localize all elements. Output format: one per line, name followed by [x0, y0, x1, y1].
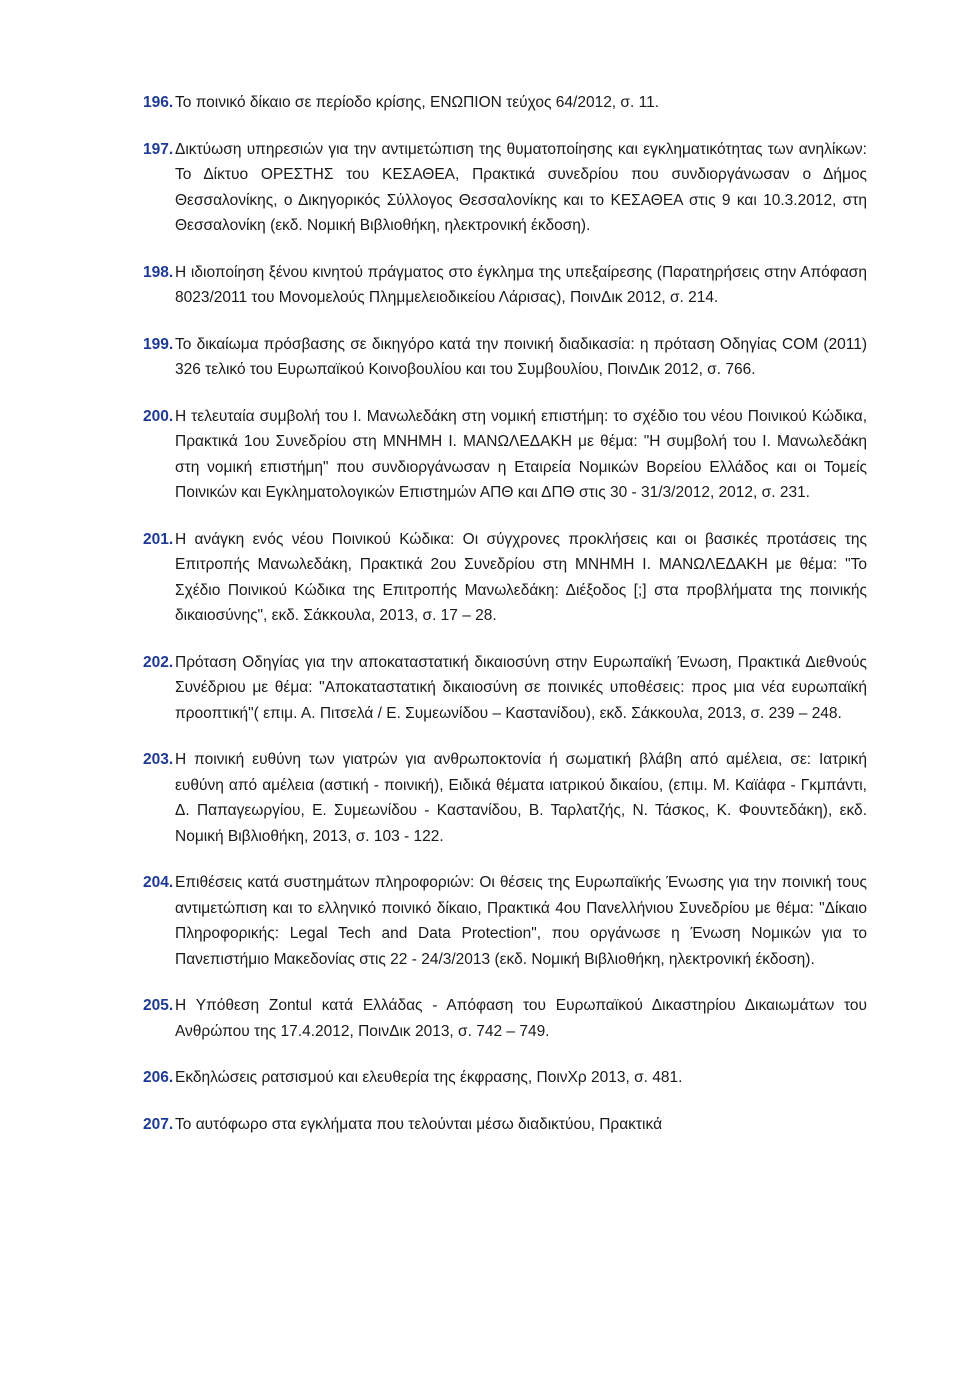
entry-number: 202. — [143, 653, 174, 671]
entry-text: Το ποινικό δίκαιο σε περίοδο κρίσης, ΕΝΩΠΙΟΝ τεύχος 64/2012, σ. 11. — [175, 94, 659, 111]
list-item — [143, 137, 867, 239]
list-item — [143, 1112, 867, 1138]
entry-number: 207. — [143, 1115, 174, 1133]
entry-text: Το δικαίωμα πρόσβασης σε δικηγόρο κατά την ποινική διαδικασία: η πρόταση Οδηγίας COM (2011) 326 τελικό του Ευρωπαϊκού Κοινοβουλίου και του Συμβουλίου, ΠοινΔικ 2012, σ. 766. — [175, 335, 867, 378]
bibliography-list — [143, 90, 867, 1158]
entry-number: 205. — [143, 997, 174, 1014]
list-item — [143, 1065, 867, 1091]
entry-text: Η Υπόθεση Zontul κατά Ελλάδας - Απόφαση του Ευρωπαϊκού Δικαστηρίου Δικαιωμάτων του Ανθρώπου της 17.4.2012, ΠοινΔικ 2013, σ. 742 – 749. — [175, 997, 867, 1040]
entry-number: 197. — [143, 140, 174, 158]
entry-text: Η τελευταία συμβολή του Ι. Μανωλεδάκη στη νομική επιστήμη: το σχέδιο του νέου Ποινικού Κώδικα, Πρακτικά 1ου Συνεδρίου στη ΜΝΗΜΗ Ι. ΜΑΝΩΛΕΔΑΚΗ με θέμα: "Η συμβολή του Ι. Μανωλεδάκη στη νομική επιστήμη" που συνδιοργάνωσαν η Εταιρεία Νομικών Βορείου Ελλάδος και οι Τομείς Ποινικών και Εγκληματολογικών Επιστημών ΑΠΘ και ΔΠΘ στις 30 - 31/3/2012, 2012, σ. 231. — [175, 407, 867, 501]
entry-number: 198. — [143, 263, 174, 281]
entry-text: Δικτύωση υπηρεσιών για την αντιμετώπιση της θυματοποίησης και εγκληματικότητας των ανηλίκων: Το Δίκτυο ΟΡΕΣΤΗΣ του ΚΕΣΑΘΕΑ, Πρακτικά συνεδρίου που συνδιοργάνωσαν ο Δήμος Θεσσαλονίκης, ο Δικηγορικός Σύλλογος Θεσσαλονίκης και το ΚΕΣΑΘΕΑ στις 9 και 10.3.2012, στη Θεσσαλονίκη (εκδ. Νομική Βιβλιοθήκη, ηλεκτρονική έκδοση). — [175, 140, 867, 234]
entry-number: 200. — [143, 407, 174, 425]
list-item — [143, 404, 867, 506]
entry-text: Επιθέσεις κατά συστημάτων πληροφοριών: Οι θέσεις της Ευρωπαϊκής Ένωσης για την ποινική τους αντιμετώπιση και το ελληνικό ποινικό δίκαιο, Πρακτικά 4ου Πανελλήνιου Συνεδρίου με θέμα: "Δίκαιο Πληροφορικής: Legal Tech and Data Protection", που οργάνωσε η Ένωση Νομικών για το Πανεπιστήμιο Μακεδονίας στις 22 - 24/3/2013 (εκδ. Νομική Βιβλιοθήκη, ηλεκτρονική έκδοση). — [175, 874, 867, 968]
entry-number: 199. — [143, 335, 174, 353]
entry-number: 201. — [143, 530, 174, 548]
entry-number: 204. — [143, 874, 174, 891]
list-item — [143, 993, 867, 1044]
entry-text: Το αυτόφωρο στα εγκλήματα που τελούνται μέσω διαδικτύου, Πρακτικά — [175, 1115, 663, 1133]
entry-number: 203. — [143, 751, 174, 768]
list-item — [143, 90, 867, 116]
entry-text: Η ποινική ευθύνη των γιατρών για ανθρωποκτονία ή σωματική βλάβη από αμέλεια, σε: Ιατρική ευθύνη από αμέλεια (αστική - ποινική), Ειδικά θέματα ιατρικού δικαίου, (επιμ. Μ. Καϊάφα - Γκμπάντι, Δ. Παπαγεωργίου, Ε. Συμεωνίδου - Καστανίδου, Β. Ταρλατζής, Ν. Τάσκος, Κ. Φουντεδάκη), εκδ. Νομική Βιβλιοθήκη, 2013, σ. 103 - 122. — [175, 751, 867, 845]
entry-number: 196. — [143, 94, 174, 111]
list-item — [143, 527, 867, 629]
list-item — [143, 332, 867, 383]
entry-text: Πρόταση Οδηγίας για την αποκαταστατική δικαιοσύνη στην Ευρωπαϊκή Ένωση, Πρακτικά Διεθνούς Συνέδριου με θέμα: "Αποκαταστατική δικαιοσύνη σε ποινικές υποθέσεις: προς μια νέα ευρωπαϊκή προοπτική"( επιμ. Α. Πιτσελά / Ε. Συμεωνίδου – Καστανίδου), εκδ. Σάκκουλα, 2013, σ. 239 – 248. — [175, 653, 867, 722]
entry-text: Η ιδιοποίηση ξένου κινητού πράγματος στο έγκλημα της υπεξαίρεσης (Παρατηρήσεις στην Απόφαση 8023/2011 του Μονομελούς Πλημμελειοδικείου Λάρισας), ΠοινΔικ 2012, σ. 214. — [175, 263, 867, 306]
list-item — [143, 870, 867, 972]
list-item — [143, 650, 867, 727]
entry-text: Εκδηλώσεις ρατσισμού και ελευθερία της έκφρασης, ΠοινΧρ 2013, σ. 481. — [175, 1069, 683, 1086]
list-item — [143, 747, 867, 849]
entry-text: Η ανάγκη ενός νέου Ποινικού Κώδικα: Οι σύγχρονες προκλήσεις και οι βασικές προτάσεις της Επιτροπής Μανωλεδάκη, Πρακτικά 2ου Συνεδρίου στη ΜΝΗΜΗ Ι. ΜΑΝΩΛΕΔΑΚΗ με θέμα: "Το Σχέδιο Ποινικού Κώδικα της Επιτροπής Μανωλεδάκη: Διέξοδος [;] στα προβλήματα της ποινικής δικαιοσύνης", εκδ. Σάκκουλα, 2013, σ. 17 – 28. — [175, 530, 867, 624]
entry-number: 206. — [143, 1069, 174, 1086]
list-item — [143, 260, 867, 311]
